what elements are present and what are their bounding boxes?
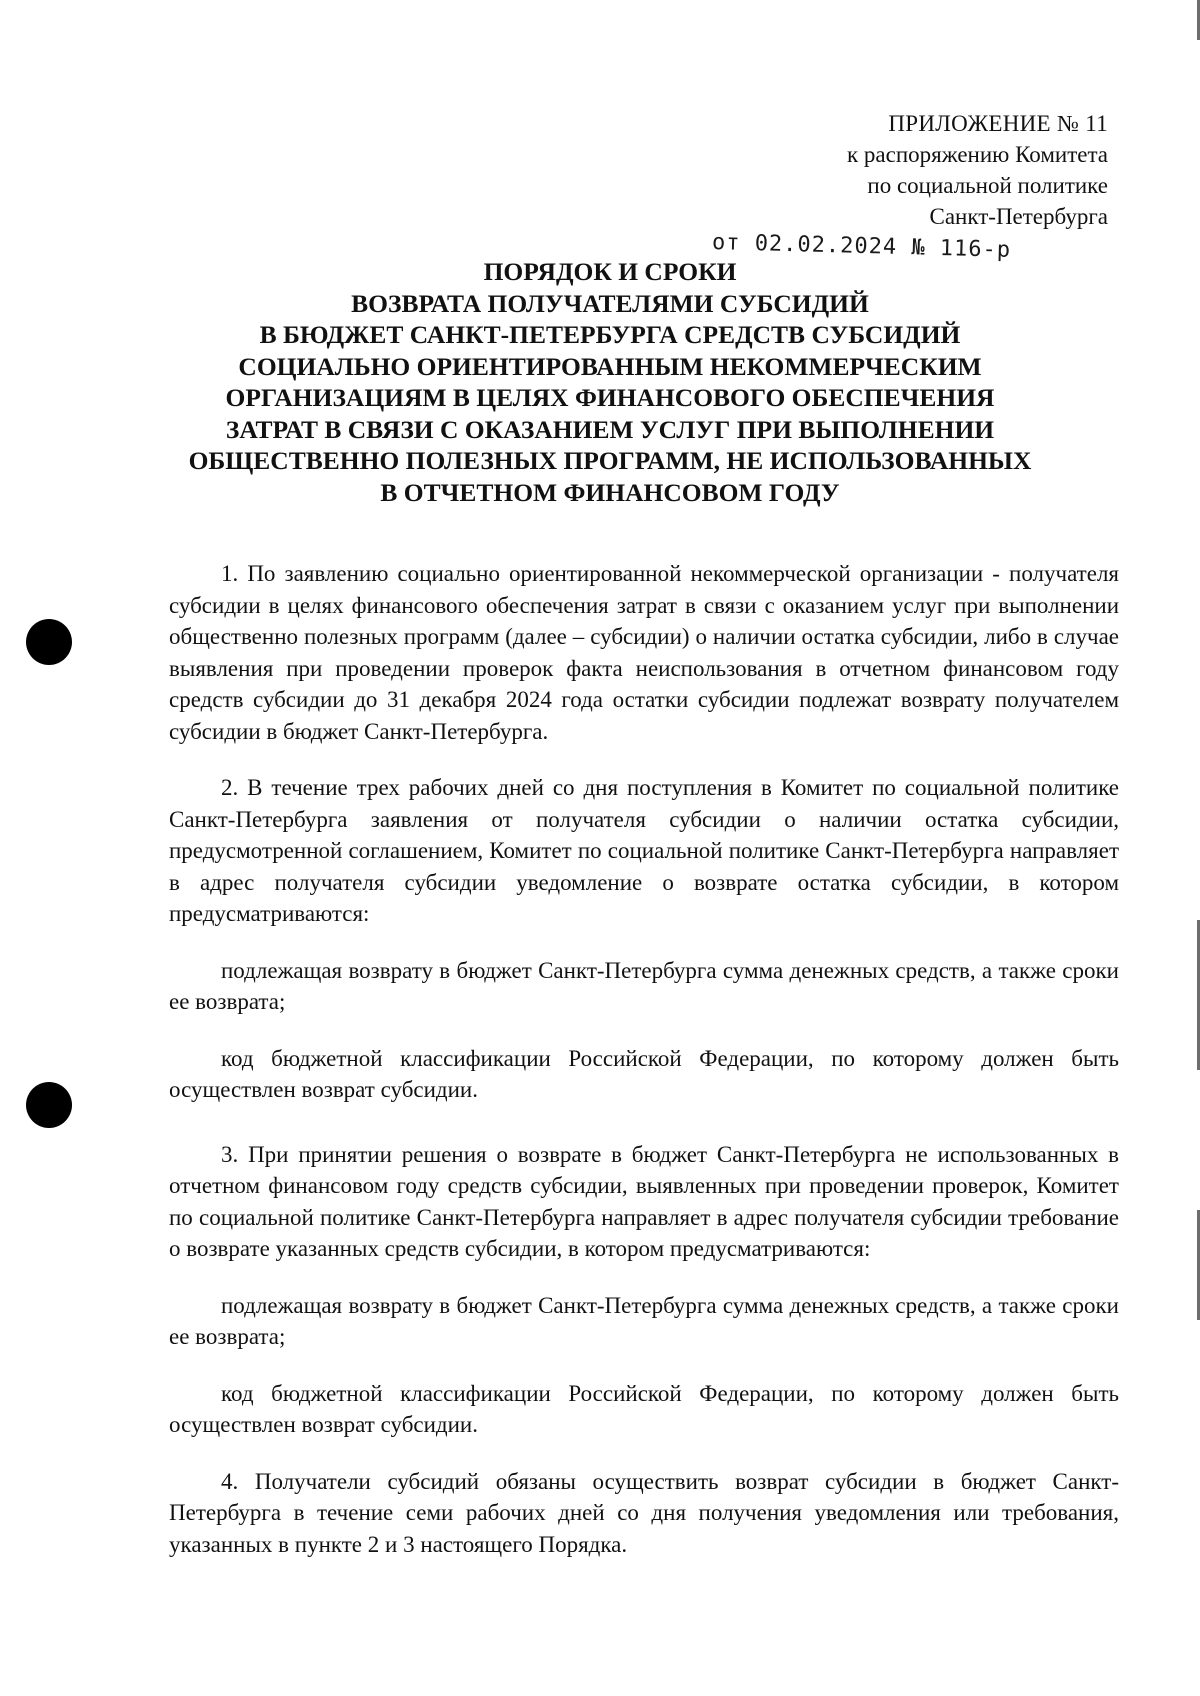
title-line: ЗАТРАТ В СВЯЗИ С ОКАЗАНИЕМ УСЛУГ ПРИ ВЫПОЛНЕНИИ <box>225 414 995 444</box>
paragraph-2: 2. В течение трех рабочих дней со дня поступления в Комитет по социальной политике Санкт-Петербурга заявления от получателя субсидии о наличии остатка субсидии, предусмотренной соглашением, Комитет по социальной политике Санкт-Петербурга направляет в адрес получателя субсидии уведомление о возврате остатка субсидии, в котором предусматриваются: <box>169 775 1119 926</box>
paragraph-2-item-code: код бюджетной классификации Российской Федерации, по которому должен быть осуществлен возврат субсидии. <box>169 1045 1119 1102</box>
title-line: В ОТЧЕТНОМ ФИНАНСОВОМ ГОДУ <box>380 477 840 507</box>
appendix-number: ПРИЛОЖЕНИЕ № 11 <box>888 111 1108 136</box>
appendix-header <box>847 108 1108 232</box>
order-reference: к распоряжению Комитета <box>847 142 1108 167</box>
punch-hole-mark <box>26 619 72 665</box>
title-line: ПОРЯДОК И СРОКИ <box>483 257 737 286</box>
title-line: ОБЩЕСТВЕННО ПОЛЕЗНЫХ ПРОГРАММ, НЕ ИСПОЛЬЗОВАННЫХ <box>188 446 1032 475</box>
paragraph-4: 4. Получатели субсидий обязаны осуществить возврат субсидии в бюджет Санкт-Петербурга в течение семи рабочих дней со дня получения уведомления или требования, указанных в пункте 2 и 3 настоящего Порядка. <box>169 1468 1119 1557</box>
document-title <box>110 256 1110 508</box>
paragraph-3-item-amount: подлежащая возврату в бюджет Санкт-Петербурга сумма денежных средств, а также сроки ее возврата; <box>169 1292 1119 1349</box>
paragraph-2-item-amount: подлежащая возврату в бюджет Санкт-Петербурга сумма денежных средств, а также сроки ее возврата; <box>169 957 1119 1014</box>
paragraph-3: 3. При принятии решения о возврате в бюджет Санкт-Петербурга не использованных в отчетном финансовом году средств субсидии, выявленных при проведении проверок, Комитет по социальной политике Санкт-Петербурга направляет в адрес получателя субсидии требование о возврате указанных средств субсидии, в котором предусматриваются: <box>169 1141 1119 1261</box>
document-body <box>169 558 1119 1560</box>
title-line: СОЦИАЛЬНО ОРИЕНТИРОВАННЫМ НЕКОММЕРЧЕСКИМ <box>238 351 982 381</box>
city-name: Санкт-Петербурга <box>929 204 1108 229</box>
title-line: В БЮДЖЕТ САНКТ-ПЕТЕРБУРГА СРЕДСТВ СУБСИДИЙ <box>259 320 961 349</box>
paragraph-1: 1. По заявлению социально ориентированной некоммерческой организации - получателя субсидии в целях финансового обеспечения затрат в связи с оказанием услуг при выполнении общественно полезных программ (далее – субсидии) о наличии остатка субсидии, либо в случае выявления при проведении проверок факта неиспользования в отчетном финансовом году средств субсидии до 31 декабря 2024 года остатки субсидии подлежат возврату получателем субсидии в бюджет Санкт-Петербурга. <box>169 561 1119 744</box>
punch-hole-mark <box>26 1082 72 1128</box>
title-line: ВОЗВРАТА ПОЛУЧАТЕЛЯМИ СУБСИДИЙ <box>351 288 869 318</box>
title-line: ОРГАНИЗАЦИЯМ В ЦЕЛЯХ ФИНАНСОВОГО ОБЕСПЕЧЕНИЯ <box>225 383 995 412</box>
handwritten-date-number: от 02.02.2024 № 116-р <box>711 230 1012 263</box>
paragraph-3-item-code: код бюджетной классификации Российской Федерации, по которому должен быть осуществлен возврат субсидии. <box>169 1380 1119 1437</box>
committee-name: по социальной политике <box>867 173 1108 198</box>
